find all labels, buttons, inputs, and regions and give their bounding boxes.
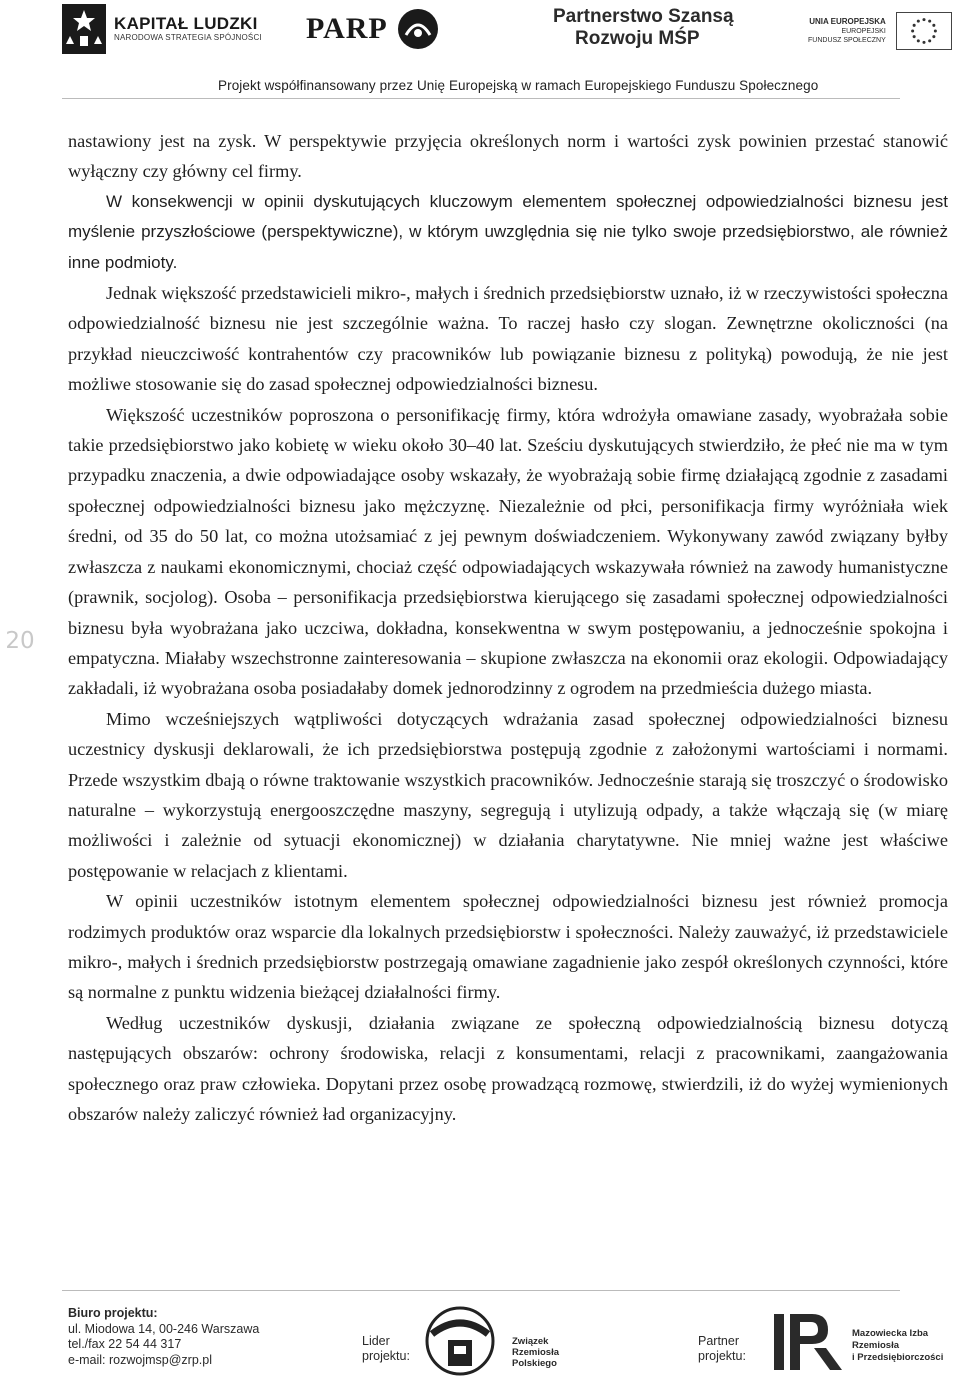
paragraph: nastawiony jest na zysk. W perspektywie przyjęcia określonych norm i wartości zysk powinien przestać stanowić wyłączny czy główny cel firmy. [68, 131, 948, 182]
kapital-ludzki-logo [62, 4, 262, 54]
project-office-info [68, 1306, 259, 1368]
paragraph: Jednak większość przedstawicieli mikro-, małych i średnich przedsiębiorstw uznało, iż w rzeczywistości społeczna odpowiedzialność biznesu nie jest szczególnie ważna. To raczej hasło czy slogan. Zewnętrzne okoliczności (na przykład nieuczciwość kontrahentów czy pracowników lub powiązanie biznesu z polityką) powodują, że nie jest możliwe stosowanie się do zasad społecznej odpowiedzialności biznesu. [68, 283, 948, 395]
mirp-emblem-icon [770, 1308, 850, 1374]
footer-divider [62, 1290, 900, 1291]
page-footer [0, 1290, 960, 1381]
rzemioslo-emblem-icon [418, 1304, 502, 1378]
parp-emblem-icon [396, 7, 440, 51]
leader-org-line2: Rzemiosła [512, 1347, 559, 1358]
paragraph: Według uczestników dyskusji, działania związane ze społeczną odpowiedzialnością biznesu dotyczą następujących obszarów: ochrony środowiska, relacji z konsumentami, relacji z pracownikami, zaangażowania społecznego oraz praw człowieka. Dopytani przez osobę prowadzącą rozmowę, stwierdzili, iż do wyżej wymienionych obszarów należy zaliczyć również ład organizacyjny. [68, 1012, 948, 1124]
cofinancing-note: Projekt współfinansowany przez Unię Europejską w ramach Europejskiego Funduszu Społecznego [218, 78, 819, 93]
partnerstwo-line2: Rozwoju MŚP [575, 28, 700, 49]
partner-label-line2: projektu: [698, 1349, 746, 1363]
page-number: 20 [5, 628, 35, 654]
parp-logo [306, 6, 440, 52]
project-leader-label [362, 1334, 410, 1364]
partnerstwo-logo [553, 6, 734, 50]
eu-flag-icon [896, 12, 952, 50]
leader-label-line1: Lider [362, 1334, 390, 1348]
page-header [0, 0, 960, 100]
partnerstwo-line1: Partnerstwo Szansą [553, 6, 734, 27]
leader-org-line1: Związek [512, 1336, 549, 1347]
office-email: e-mail: rozwojmsp@zrp.pl [68, 1352, 212, 1367]
parp-name: PARP [306, 12, 388, 45]
ue-logo [808, 12, 952, 50]
partner-organization [852, 1328, 943, 1364]
partner-org-line1: Mazowiecka Izba [852, 1328, 929, 1339]
paragraph: Mimo wcześniejszych wątpliwości dotyczących wdrażania zasad społecznej odpowiedzialności biznesu uczestnicy dyskusji deklarowali, że ich przedsiębiorstwa postępują zgodnie z założonymi wartościami i normami. Przede wszystkim dbają o równe traktowanie wszystkich pracowników. Jednocześnie starają się troszczyć o środowisko naturalne – wykorzystują energooszczędne maszyny, segregują i utylizują odpady, a także włączają się (w miarę możliwości i zależnie od sytuacji ekonomicznej) w działania charytatywne. Nie mniej ważne jest właściwe postępowanie w relacjach z klientami. [68, 708, 948, 881]
ue-line1: UNIA EUROPEJSKA [809, 17, 886, 26]
paragraph: W konsekwencji w opinii dyskutujących kluczowym elementem społecznej odpowiedzialności biznesu jest myślenie przyszłościowe (perspektywiczne), w którym uwzględnia się nie tylko swoje przedsiębiorstwo, ale również inne podmioty. [68, 191, 948, 272]
paragraph: Większość uczestników poproszona o personifikację firmy, która wdrożyła omawiane zasady, wyobrażała sobie takie przedsiębiorstwo jako kobietę w wieku około 30–40 lat. Sześciu dyskutujących stwierdziło, że płeć nie ma w tym przypadku znaczenia, a dwie odpowiadające osoby wskazały, że wyobrażają sobie firmę działającą zgodnie z zasadami społecznej odpowiedzialności biznesu jako mężczyznę. Niezależnie od płci, personifikacja firmy wyróżniała wiek średni, od 35 do 50 lat, co można utożsamiać z jej pewnym doświadczeniem. Wykonywany zawód związany byłby zwłaszcza z naukami ekonomicznymi, chociaż część odpowiadających wskazywała również na zawody humanistyczne (prawnik, socjolog). Osoba – personifikacja przedsiębiorstwa kierującego się zasadami społecznej odpowiedzialności biznesu była wyobrażana jako uczciwa, dokładna, konsekwentna w swym postępowaniu, a jednocześnie spokojna i empatyczna. Miałaby wszechstronne zainteresowania – skupione zwłaszcza na ekonomii oraz ekologii. Odpowiadający zakładali, iż wyobrażana osoba posiadałaby domek jednorodzinny z ogrodem na przedmieścia dużego miasta. [68, 404, 948, 699]
leader-label-line2: projektu: [362, 1349, 410, 1363]
leader-org-line3: Polskiego [512, 1358, 557, 1369]
office-phone: tel./fax 22 54 44 317 [68, 1337, 182, 1351]
project-partner-label [698, 1334, 746, 1364]
kapital-ludzki-subtitle: NARODOWA STRATEGIA SPÓJNOŚCI [114, 33, 262, 42]
paragraph: W opinii uczestników istotnym elementem społecznej odpowiedzialności biznesu jest również promocja rodzimych produktów oraz wsparcie dla lokalnych przedsiębiorstw i społeczności. Należy zauważyć, iż przedstawiciele mikro-, małych i średnich przedsiębiorstw postrzegają omawiane zagadnienie jako zespół określonych czynności, które są normalne z punktu widzenia bieżącej działalności firmy. [68, 891, 948, 1003]
kapital-ludzki-title: KAPITAŁ LUDZKI [114, 14, 258, 33]
partner-org-line3: i Przedsiębiorczości [852, 1352, 944, 1363]
kapital-ludzki-emblem-icon [62, 4, 106, 54]
leader-organization [512, 1336, 559, 1369]
header-divider [62, 98, 900, 99]
document-body [68, 126, 948, 1129]
office-address: ul. Miodowa 14, 00-246 Warszawa [68, 1321, 260, 1336]
ue-line2: EUROPEJSKI [841, 28, 886, 35]
office-title: Biuro projektu: [68, 1306, 158, 1320]
ue-line3: FUNDUSZ SPOŁECZNY [808, 37, 886, 44]
partner-org-line2: Rzemiosła [852, 1340, 899, 1351]
partner-label-line1: Partner [698, 1334, 739, 1348]
